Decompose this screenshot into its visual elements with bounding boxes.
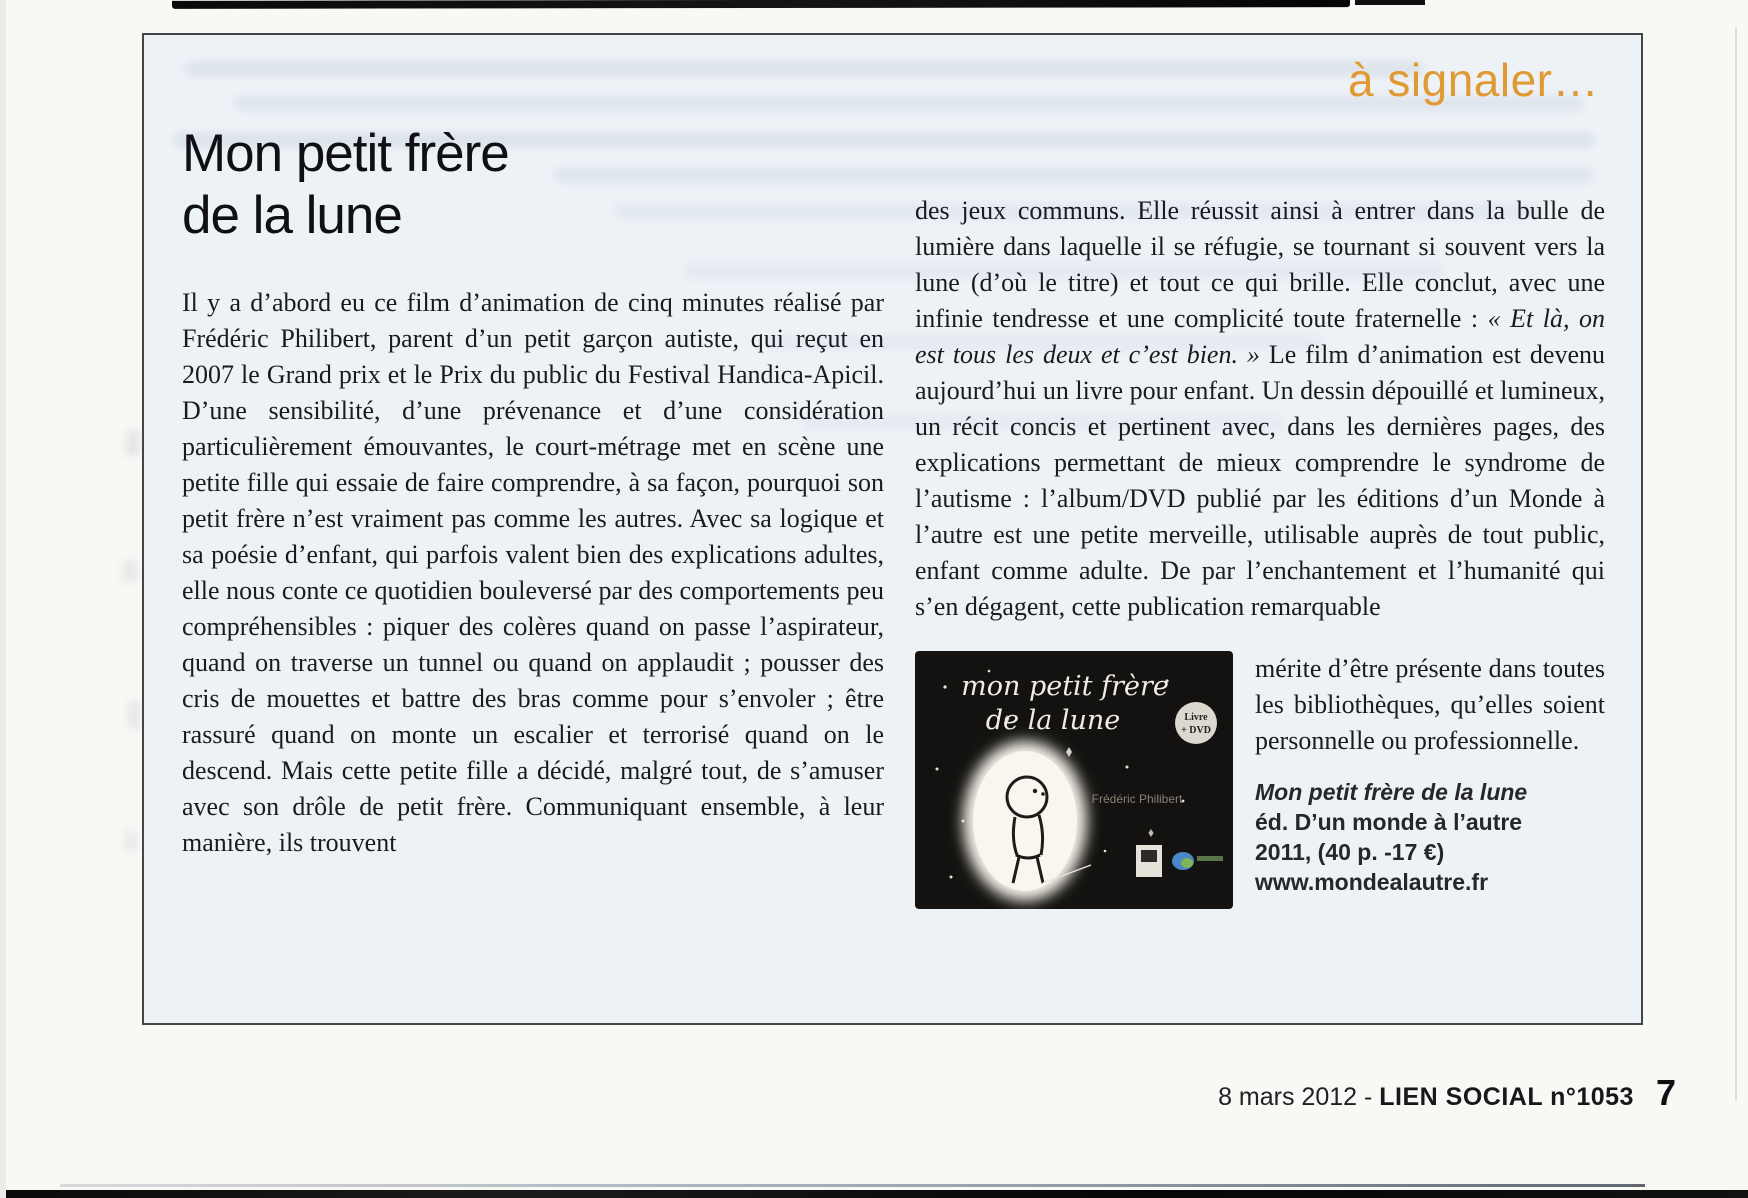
cover-title-line2: de la lune	[985, 705, 1121, 736]
page-footer	[0, 1072, 1676, 1114]
article-frame	[142, 33, 1643, 1025]
bleedthrough-smudge	[124, 830, 138, 852]
section-label: à signaler…	[1348, 54, 1599, 106]
scan-artifact-bottom	[0, 1190, 1748, 1198]
badge-line1: Livre	[1184, 712, 1208, 723]
footer-page-number: 7	[1655, 1072, 1676, 1113]
left-column	[182, 285, 884, 861]
cover-title-line1: mon petit frère	[961, 671, 1169, 702]
book-cover-row	[915, 651, 1605, 909]
scan-artifact-top	[172, 0, 1350, 9]
footer-date: 8 mars 2012 -	[1218, 1083, 1380, 1111]
inline-quote: « Et là, on est tous les deux et c’est bien. »	[915, 304, 1605, 369]
article-title-line2: de la lune	[182, 186, 402, 245]
bleedthrough-smudge	[128, 700, 140, 730]
caption-website: www.mondealautre.fr	[1255, 869, 1489, 895]
bleedthrough-smudge	[122, 560, 138, 582]
right-column-paragraph	[915, 193, 1605, 625]
bleedthrough-text-line	[554, 167, 1594, 183]
bleedthrough-text-line	[184, 61, 1424, 77]
bleedthrough-smudge	[126, 430, 140, 456]
left-column-paragraph: Il y a d’abord eu ce film d’animation de cinq minutes réalisé par Frédéric Philibert, parent d’un petit garçon autiste, qui reçut en 2007 le Grand prix et le Prix du public du Festival Handica-Apicil. D’une sensibilité, d’une prévenance et d’une considération particulièrement émouvantes, le court-métrage met en scène une petite fille qui essaie de faire comprendre, à sa façon, pourquoi son petit frère n’est vraiment pas comme les autres. Avec sa logique et sa poésie d’enfant, qui parfois valent bien des explications adultes, elle nous conte ce quotidien bouleversé par des comportements peu compréhensibles : piquer des colères quand on passe l’aspirateur, quand on traverse un tunnel ou quand on applaudit ; pousser des cris de mouettes et battre des bras comme pour s’envoler ; être rassuré quand on monte un escalier et terrorisé quand on le descend. Mais cette petite fille a décidé, malgré tout, de s’amuser avec son drôle de petit frère. Communiquant ensemble, à leur manière, ils trouvent	[182, 288, 884, 857]
footer-magazine-issue: LIEN SOCIAL n°1053	[1379, 1083, 1634, 1111]
right-column	[915, 193, 1605, 909]
beside-cover-block	[1255, 651, 1605, 909]
caption-details: 2011, (40 p. -17 €)	[1255, 839, 1445, 865]
badge-livre-dvd	[1175, 702, 1217, 744]
cover-author: Frédéric Philibert	[1091, 792, 1183, 806]
right-column-text-1: des jeux communs. Elle réussit ainsi à entrer dans la bulle de lumière dans laquelle il se réfugie, se tournant si souvent vers la lune (d’où le titre) et tout ce qui brille. Elle conclut, avec une infinie tendresse et une complicité toute fraternelle :	[915, 196, 1605, 333]
article-title-line1: Mon petit frère	[182, 124, 509, 183]
scan-artifact-hairline	[60, 1184, 1645, 1187]
beside-cover-paragraph: mérite d’être présente dans toutes les bibliothèques, qu’elles soient personnelle ou professionnelle.	[1255, 654, 1605, 755]
book-cover-image	[915, 651, 1233, 909]
caption-publisher: éd. D’un monde à l’autre	[1255, 809, 1523, 835]
caption-title: Mon petit frère de la lune	[1255, 779, 1528, 805]
right-column-text-2: Le film d’animation est devenu aujourd’hui un livre pour enfant. Un dessin dépouillé et lumineux, un récit concis et pertinent avec, dans les dernières pages, des explications permettant de mieux comprendre le syndrome de l’autisme : l’album/DVD publié par les éditions d’un Monde à l’autre est une petite merveille, utilisable auprès de tout public, enfant comme adulte. De par l’enchantement et l’humanité qui s’en dégagent, cette publication remarquable	[915, 340, 1605, 621]
scan-artifact-top-2	[1355, 0, 1425, 5]
page-edge-shadow-left	[0, 0, 6, 1198]
book-caption	[1255, 777, 1605, 897]
article-title	[182, 123, 509, 247]
page-edge-shadow-right	[1735, 28, 1737, 1100]
badge-line2: + DVD	[1181, 725, 1211, 736]
